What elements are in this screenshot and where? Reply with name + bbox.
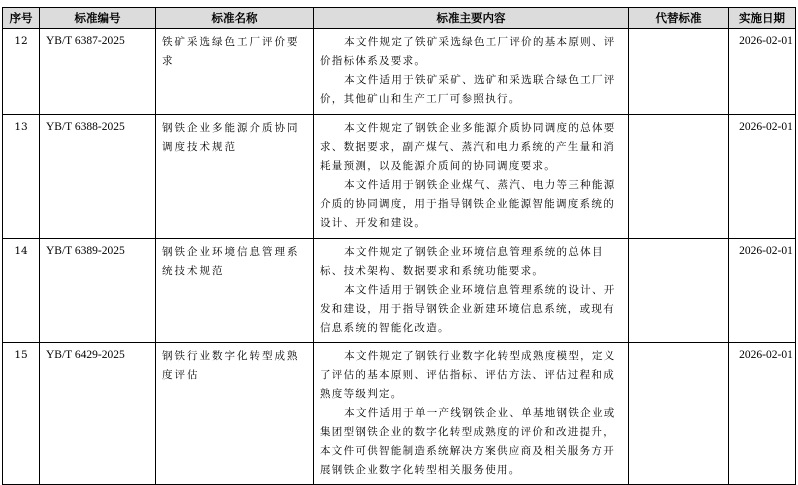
- row-number: 15: [3, 343, 40, 485]
- effective-date: 2026-02-01: [729, 115, 796, 239]
- header-name: 标准名称: [156, 8, 314, 29]
- content-paragraph: 本文件适用于单一产线钢铁企业、单基地钢铁企业或集团型钢铁企业的数字化转型成熟度的评价和改进提升，本文件可供智能制造系统解决方案供应商及相关服务方开展钢铁企业数字化转型相关服务使用。: [320, 407, 616, 476]
- table-row: [3, 343, 796, 485]
- table-header-row: [3, 8, 796, 29]
- standards-table: [2, 7, 796, 485]
- table-row: [3, 239, 796, 343]
- content-paragraph: 本文件适用于钢铁企业煤气、蒸汽、电力等三种能源介质的协同调度，用于指导钢铁企业能源智能调度系统的设计、开发和建设。: [320, 179, 616, 229]
- row-number: 14: [3, 239, 40, 343]
- effective-date: 2026-02-01: [729, 239, 796, 343]
- content-paragraph: 本文件适用于铁矿采矿、选矿和采选联合绿色工厂评价，其他矿山和生产工厂可参照执行。: [320, 74, 616, 105]
- content-paragraph: 本文件规定了钢铁企业多能源介质协同调度的总体要求、数据要求，副产煤气、蒸汽和电力系统的产生量和消耗量预测，以及能源介质间的协同调度要求。: [320, 122, 616, 172]
- row-number: 13: [3, 115, 40, 239]
- standard-name: 钢铁企业环境信息管理系统技术规范: [156, 239, 314, 343]
- standard-content: [314, 343, 629, 485]
- standard-code: YB/T 6387-2025: [40, 29, 156, 115]
- replaced-standard: [629, 343, 729, 485]
- content-paragraph: 本文件规定了铁矿采选绿色工厂评价的基本原则、评价指标体系及要求。: [320, 36, 616, 67]
- standard-code: YB/T 6429-2025: [40, 343, 156, 485]
- replaced-standard: [629, 239, 729, 343]
- replaced-standard: [629, 115, 729, 239]
- header-no: 序号: [3, 8, 40, 29]
- effective-date: 2026-02-01: [729, 343, 796, 485]
- table-row: [3, 115, 796, 239]
- header-date: 实施日期: [729, 8, 796, 29]
- standard-name: 铁矿采选绿色工厂评价要求: [156, 29, 314, 115]
- standard-content: [314, 29, 629, 115]
- content-paragraph: 本文件规定了钢铁行业数字化转型成熟度模型，定义了评估的基本原则、评估指标、评估方法、评估过程和成熟度等级判定。: [320, 350, 616, 400]
- header-content: 标准主要内容: [314, 8, 629, 29]
- table-row: [3, 29, 796, 115]
- effective-date: 2026-02-01: [729, 29, 796, 115]
- header-code: 标准编号: [40, 8, 156, 29]
- replaced-standard: [629, 29, 729, 115]
- standard-code: YB/T 6388-2025: [40, 115, 156, 239]
- row-number: 12: [3, 29, 40, 115]
- standard-name: 钢铁企业多能源介质协同调度技术规范: [156, 115, 314, 239]
- standard-name: 钢铁行业数字化转型成熟度评估: [156, 343, 314, 485]
- standard-code: YB/T 6389-2025: [40, 239, 156, 343]
- content-paragraph: 本文件适用于钢铁企业环境信息管理系统的设计、开发和建设，用于指导钢铁企业新建环境信息系统，或现有信息系统的智能化改造。: [320, 284, 616, 334]
- content-paragraph: 本文件规定了钢铁企业环境信息管理系统的总体目标、技术架构、数据要求和系统功能要求。: [320, 246, 604, 277]
- header-replace: 代替标准: [629, 8, 729, 29]
- standard-content: [314, 115, 629, 239]
- standard-content: [314, 239, 629, 343]
